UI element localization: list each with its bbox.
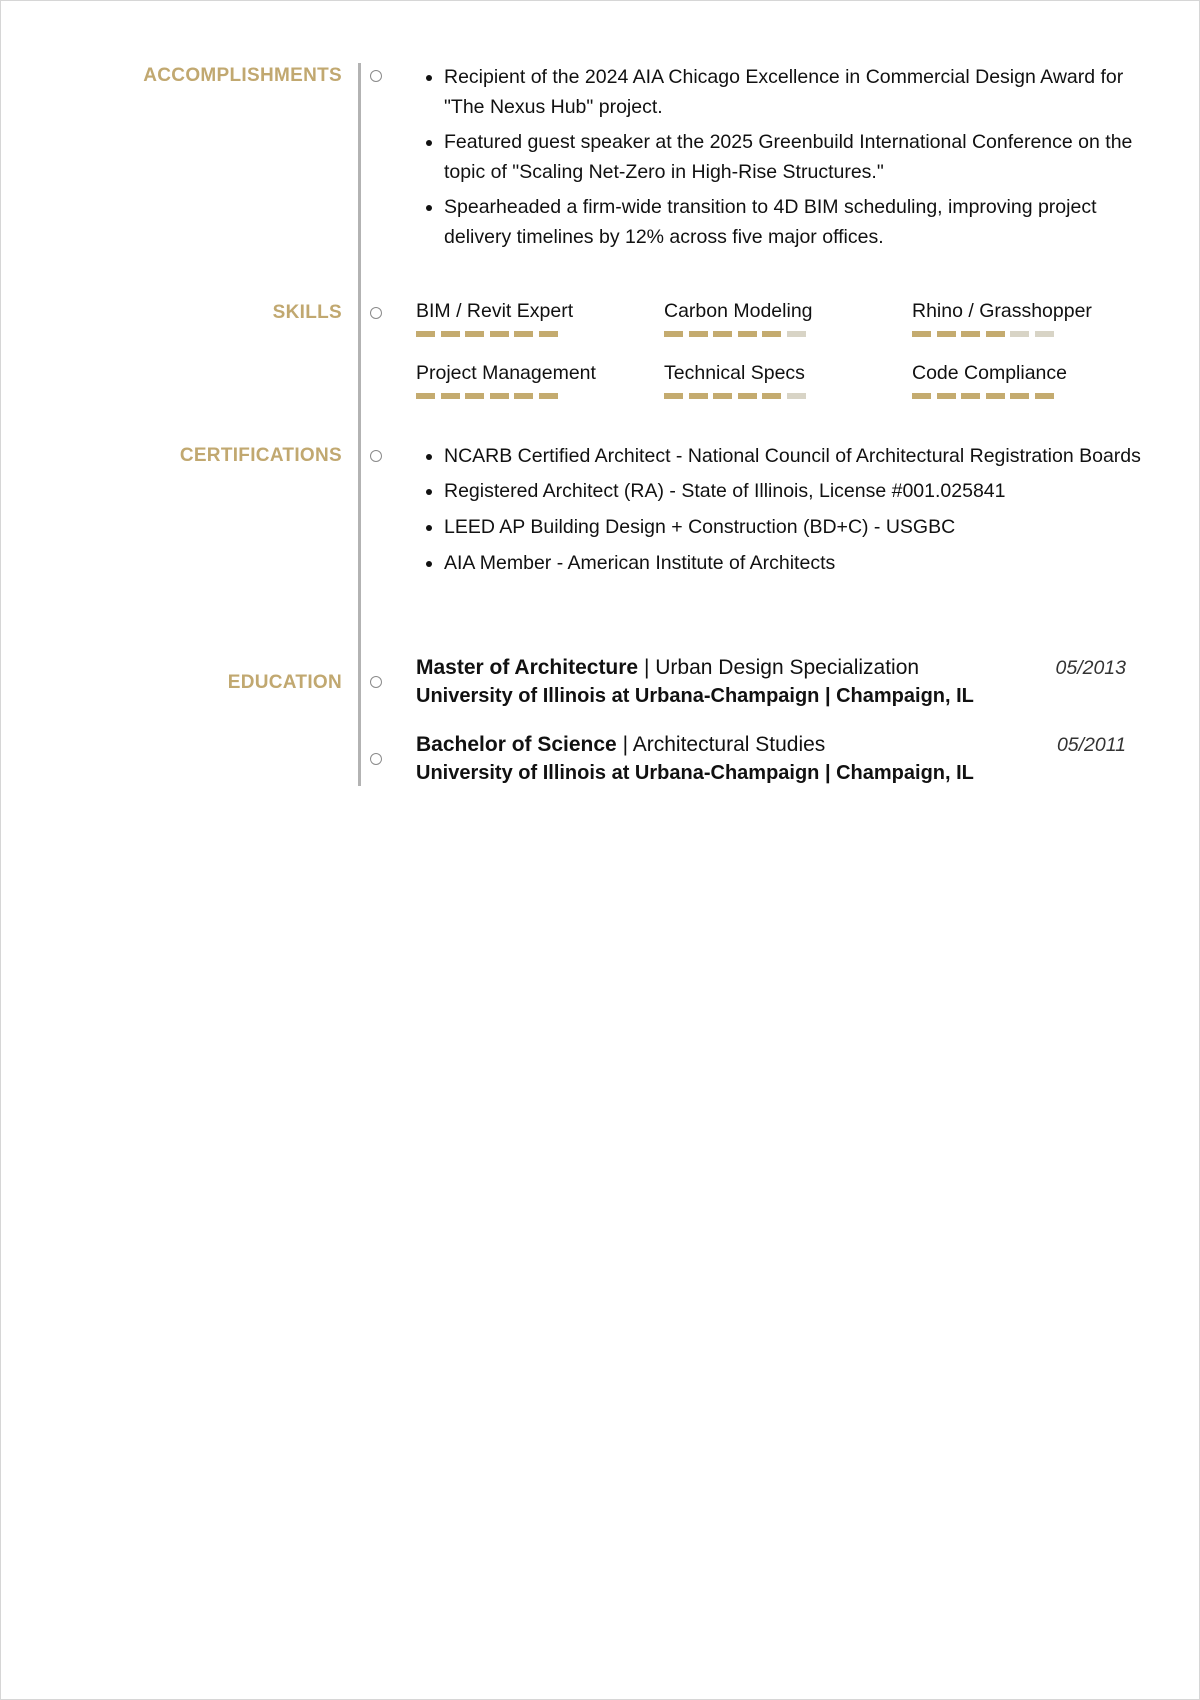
skill-name: Code Compliance (912, 362, 1068, 384)
skill-segment-empty (1010, 331, 1029, 337)
education-school: University of Illinois at Urbana-Champaign | Champaign, IL (416, 685, 974, 707)
education-degree: Master of Architecture (416, 656, 639, 679)
skill-segment-filled (416, 331, 435, 337)
skill-name: Project Management (416, 362, 596, 384)
skill-name: Carbon Modeling (664, 300, 813, 322)
accomplishment-item: • Spearheaded a firm-wide transition to 4D BIM scheduling, improving project delivery timelines by 12% across five major offices. (444, 192, 1144, 252)
skill-level-bar (912, 393, 1142, 399)
skill-level-bar (912, 331, 1142, 337)
certification-item: • Registered Architect (RA) - State of Illinois, License #001.025841 (444, 476, 1144, 506)
education-separator: | (638, 656, 656, 679)
accomplishment-item: • Featured guest speaker at the 2025 Greenbuild International Conference on the topic of "Scaling Net-Zero in High-Rise Structures." (444, 127, 1144, 187)
skill-item (912, 361, 1142, 399)
timeline-dot-certifications (370, 450, 382, 462)
education-entry (416, 654, 1126, 710)
skill-segment-filled (961, 393, 980, 399)
skill-item (912, 299, 1142, 337)
skill-level-bar (416, 393, 646, 399)
skill-segment-filled (986, 393, 1005, 399)
skill-segment-filled (762, 331, 781, 337)
skill-segment-filled (961, 331, 980, 337)
skill-name: Technical Specs (664, 362, 805, 384)
skill-segment-filled (664, 331, 683, 337)
skill-segment-filled (441, 331, 460, 337)
skill-segment-filled (937, 331, 956, 337)
skill-level-bar (664, 331, 894, 337)
education-separator: | (616, 733, 633, 756)
skill-segment-filled (713, 393, 732, 399)
skill-segment-filled (986, 331, 1005, 337)
section-label-education: EDUCATION (227, 672, 342, 693)
education-date: 05/2011 (1056, 734, 1126, 756)
skill-segment-filled (539, 331, 558, 337)
skill-segment-filled (416, 393, 435, 399)
skill-level-bar (416, 331, 646, 337)
skill-name: Rhino / Grasshopper (912, 300, 1092, 322)
certification-item: • NCARB Certified Architect - National Council of Architectural Registration Boards (444, 441, 1144, 471)
skill-segment-empty (787, 331, 806, 337)
skill-segment-filled (912, 331, 931, 337)
skill-name: BIM / Revit Expert (416, 300, 574, 322)
skill-segment-filled (713, 331, 732, 337)
timeline-dot-skills (370, 307, 382, 319)
education-specialization: Urban Design Specialization (655, 656, 920, 679)
skill-segment-filled (490, 331, 509, 337)
skill-segment-filled (539, 393, 558, 399)
education-date: 05/2013 (1055, 657, 1126, 679)
skill-segment-filled (514, 393, 533, 399)
skill-segment-filled (738, 393, 757, 399)
skill-segment-filled (689, 331, 708, 337)
certifications-list (416, 441, 1144, 578)
skill-item (664, 299, 894, 337)
education-title-line (416, 654, 1126, 682)
skill-item (664, 361, 894, 399)
education-title-line (416, 731, 1126, 759)
skill-segment-filled (912, 393, 931, 399)
timeline-dot-accomplishments (370, 70, 382, 82)
skill-item (416, 299, 646, 337)
skill-segment-filled (937, 393, 956, 399)
education-entry (416, 731, 1126, 787)
skill-segment-filled (1010, 393, 1029, 399)
skill-segment-filled (465, 331, 484, 337)
skill-segment-filled (762, 393, 781, 399)
skill-segment-filled (490, 393, 509, 399)
skill-segment-filled (441, 393, 460, 399)
timeline-dot-education (370, 676, 382, 688)
skill-segment-filled (514, 331, 533, 337)
timeline-dot-education (370, 753, 382, 765)
education-specialization: Architectural Studies (632, 733, 826, 756)
section-label-skills: SKILLS (272, 302, 342, 323)
skill-segment-filled (465, 393, 484, 399)
accomplishment-item: • Recipient of the 2024 AIA Chicago Excellence in Commercial Design Award for "The Nexus Hub" project. (444, 62, 1144, 122)
accomplishments-list (416, 62, 1144, 252)
certification-item: • AIA Member - American Institute of Architects (444, 548, 1144, 578)
skill-segment-empty (787, 393, 806, 399)
skill-item (416, 361, 646, 399)
section-label-certifications: CERTIFICATIONS (179, 445, 342, 466)
timeline-line (358, 63, 361, 786)
certification-item: • LEED AP Building Design + Construction (BD+C) - USGBC (444, 512, 1144, 542)
education-degree: Bachelor of Science (416, 733, 617, 756)
skill-segment-filled (664, 393, 683, 399)
skill-segment-filled (1035, 393, 1054, 399)
education-school: University of Illinois at Urbana-Champaign | Champaign, IL (416, 762, 974, 784)
skill-segment-filled (738, 331, 757, 337)
skill-segment-empty (1035, 331, 1054, 337)
skill-level-bar (664, 393, 894, 399)
section-label-accomplishments: ACCOMPLISHMENTS (143, 65, 342, 86)
skill-segment-filled (689, 393, 708, 399)
